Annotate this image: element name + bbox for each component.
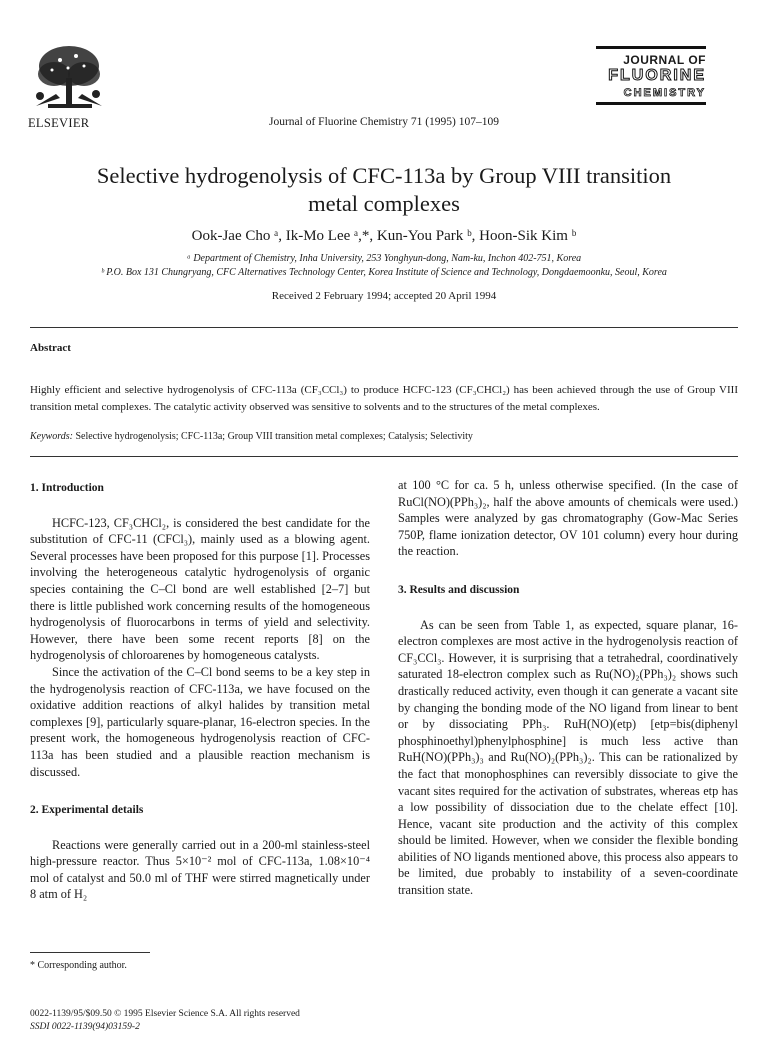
journal-citation: Journal of Fluorine Chemistry 71 (1995) 107–109 <box>269 116 499 128</box>
section-heading: 1. Introduction <box>30 482 104 494</box>
paragraph: at 100 °C for ca. 5 h, unless otherwise specified. (In the case of RuCl(NO)(PPh₃)₂, half the above amounts of chemicals were used.) Samples were analyzed by gas chromatography (Gow-Mac Series 750P, flame ionization detector, OV 101 column) every hour during the reaction. <box>398 478 738 559</box>
logo-line-3: CHEMISTRY <box>623 87 706 99</box>
logo-rule-bottom <box>596 102 706 105</box>
ssdi-line: SSDI 0022-1139(94)03159-2 <box>30 1022 140 1032</box>
logo-line-1: JOURNAL OF <box>623 53 706 67</box>
keywords <box>30 431 738 442</box>
logo-rule-top <box>596 46 706 49</box>
received-dates: Received 2 February 1994; accepted 20 April 1994 <box>271 290 497 302</box>
divider <box>30 456 738 457</box>
journal-logo <box>596 46 706 105</box>
keywords-label: Keywords: <box>30 431 73 442</box>
paragraph: As can be seen from Table 1, as expected, square planar, 16-electron complexes are most active in the hydrogenolysis reaction of CF₃CCl₃. However, it is surprising that a tetrahedral, coordinatively saturated 18-electron complex such as Ru(NO)₂(PPh₃)₂ shows such drastically reduced activity, even though it can generate a vacant site by changing the bonding mode of the NO ligand from linear to bent or by dissociating PPh₃. RuH(NO)(etp) [etp=bis(diphenyl phosphinoethyl)phenylphosphine] is much less active than RuH(NO)(PPh₃)₃ and Ru(NO)₂(PPh₃)₂. This can be rationalized by the fact that monophosphines can reversibly dissociate to give the vacant sites required for the activation of substrates, whereas etp has a low possibility of dissociation due to the chelate effect [10]. Hence, vacant site production and the activity of this complex should be limited. However, when we consider the flexible bonding abilities of NO ligands mentioned above, this process also appears to be limited, due probably to instability of a seven-coordinate transition state. <box>398 617 738 898</box>
left-column <box>30 480 370 903</box>
abstract-heading: Abstract <box>30 342 71 354</box>
paragraph: HCFC-123, CF₃CHCl₂, is considered the best candidate for the substitution of CFC-11 (CFCl₃), mainly used as a blowing agent. Several processes have been proposed for this purpose [1]. Processes involving the heterogeneous catalytic hydrogenolysis of organic species containing the C–Cl bond are well established [2–7] but there is little published work concerning results of the homogeneous hydrogenolysis of fluorocarbons in terms of yield and selectivity. However, there have been some recent reports [8] on the hydrogenolysis of chloroarenes by homogeneous catalysts. <box>30 515 370 663</box>
logo-line-2: FLUORINE <box>608 67 706 84</box>
elsevier-tree-logo <box>26 44 112 116</box>
footnote: * Corresponding author. <box>30 960 127 971</box>
title-line-1: Selective hydrogenolysis of CFC-113a by Group VIII transition <box>96 163 672 188</box>
article-title <box>40 162 728 218</box>
title-line-2: metal complexes <box>308 191 460 216</box>
paragraph: Reactions were generally carried out in a 200-ml stainless-steel high-pressure reactor. Thus 5×10⁻² mol of CFC-113a, 1.08×10⁻⁴ mol of catalyst and 50.0 ml of THF were stirred magnetically under 8 atm of H₂ <box>30 837 370 902</box>
affiliation-a: ᵃ Department of Chemistry, Inha University, 253 Yonghyun-dong, Nam-ku, Inchon 402-751, Korea <box>186 253 582 264</box>
paragraph: Since the activation of the C–Cl bond seems to be a key step in the hydrogenolysis reaction of CFC-113a, we have focused on the oxidative addition reactions of alkyl halides by transition metal complexes [9], particularly square-planar, 16-electron species. In the present work, the homogeneous hydrogenolysis reaction of CFC-113a has been studied and a plausible reaction mechanism is discussed. <box>30 664 370 779</box>
copyright-line <box>30 1008 300 1034</box>
section-heading: 3. Results and discussion <box>398 583 520 596</box>
author-list: Ook-Jae Cho ᵃ, Ik-Mo Lee ᵃ,*, Kun-You Park ᵇ, Hoon-Sik Kim ᵇ <box>191 228 577 244</box>
keywords-list: Selective hydrogenolysis; CFC-113a; Group VIII transition metal complexes; Catalysis; Selectivity <box>75 431 473 442</box>
publisher-name: ELSEVIER <box>28 116 90 130</box>
footnote-divider <box>30 952 150 953</box>
section-heading: 2. Experimental details <box>30 804 144 817</box>
right-column <box>398 477 738 899</box>
divider <box>30 327 738 328</box>
affiliation-b: ᵇ P.O. Box 131 Chungryang, CFC Alternatives Technology Center, Korea Institute of Science and Technology, Dongdaemoonku, Seoul, Korea <box>101 267 667 278</box>
abstract-text: Highly efficient and selective hydrogenolysis of CFC-113a (CF₃CCl₃) to produce HCFC-123 (CF₃CHCl₂) has been achieved through the use of Group VIII transition metal complexes. The catalytic activity observed was sensitive to solvents and to the structures of the metal complexes. <box>30 384 738 413</box>
issn-line: 0022-1139/95/$09.50 © 1995 Elsevier Science S.A. All rights reserved <box>30 1009 300 1019</box>
